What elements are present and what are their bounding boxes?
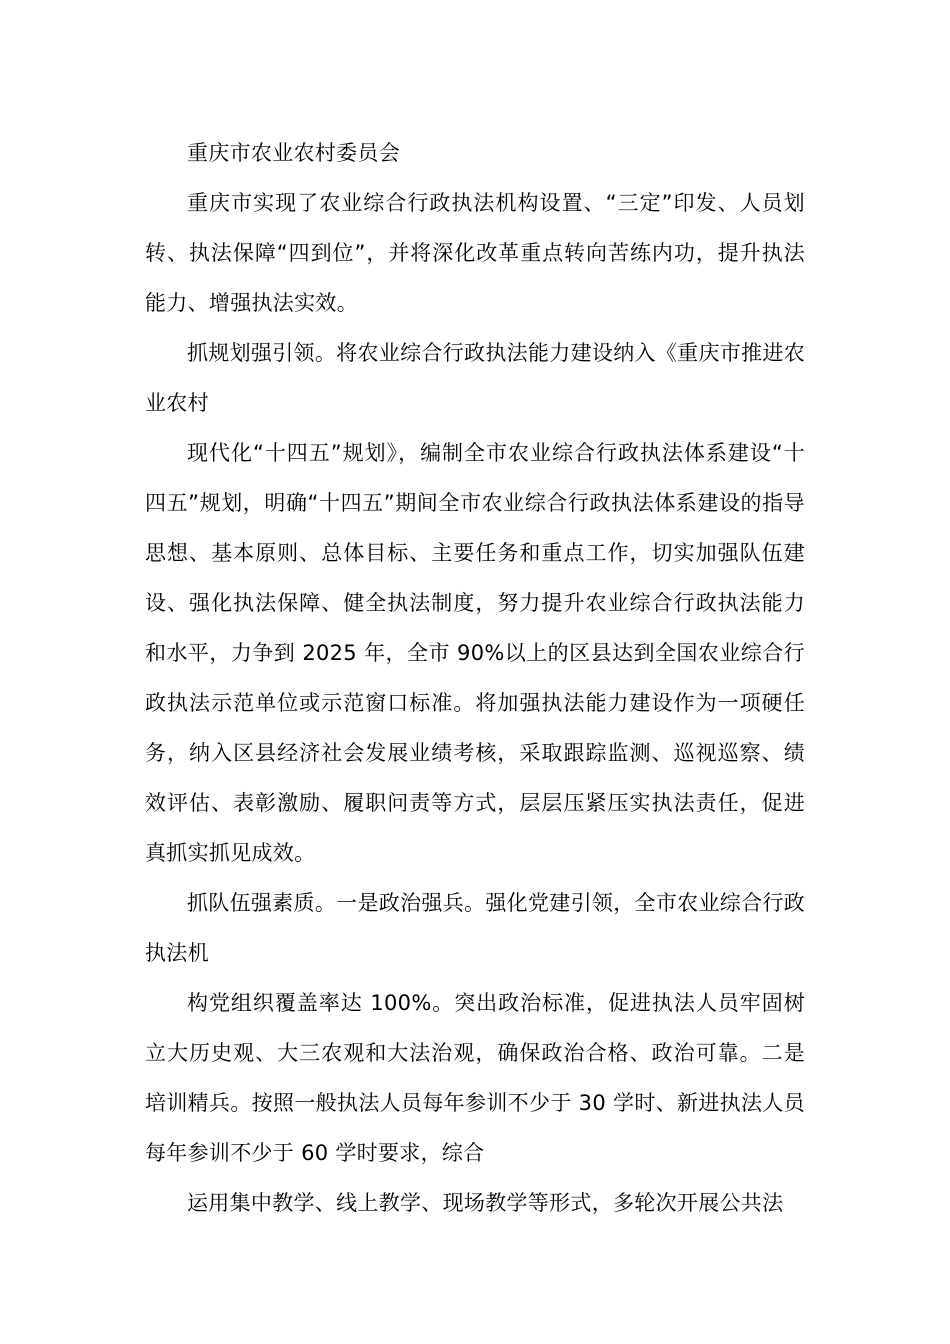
paragraph-team-detail: 构党组织覆盖率达 100%。突出政治标准，促进执法人员牢固树立大历史观、大三农观和大法治观，确保政治合格、政治可靠。二是培训精兵。按照一般执法人员每年参训不少于 30 学时、新进执法人员每年参训不少于 60 学时要求，综合 <box>145 991 805 1165</box>
paragraph-training: 运用集中教学、线上教学、现场教学等形式，多轮次开展公共法 <box>187 1191 784 1215</box>
paragraph-team-start: 抓队伍强素质。一是政治强兵。强化党建引领，全市农业综合行政执法机 <box>145 891 805 965</box>
document-body <box>145 128 805 1228</box>
paragraph-planning-detail: 现代化“十四五”规划》，编制全市农业综合行政执法体系建设“十四五”规划，明确“十四五”期间全市农业综合行政执法体系建设的指导思想、基本原则、总体目标、主要任务和重点工作，切实加强队伍建设、强化执法保障、健全执法制度，努力提升农业综合行政执法能力和水平，力争到 2025 年，全市 90%以上的区县达到全国农业综合行政执法示范单位或示范窗口标准。将加强执法能力建设作为一项硬任务，纳入区县经济社会发展业绩考核，采取跟踪监测、巡视巡察、绩效评估、表彰激励、履职问责等方式，层层压紧压实执法责任，促进真抓实抓见成效。 <box>145 441 805 865</box>
document-heading: 重庆市农业农村委员会 <box>187 141 400 165</box>
paragraph-intro: 重庆市实现了农业综合行政执法机构设置、“三定”印发、人员划转、执法保障“四到位”，并将深化改革重点转向苦练内功，提升执法能力、增强执法实效。 <box>145 191 805 315</box>
paragraph-planning-start: 抓规划强引领。将农业综合行政执法能力建设纳入《重庆市推进农业农村 <box>145 341 805 415</box>
